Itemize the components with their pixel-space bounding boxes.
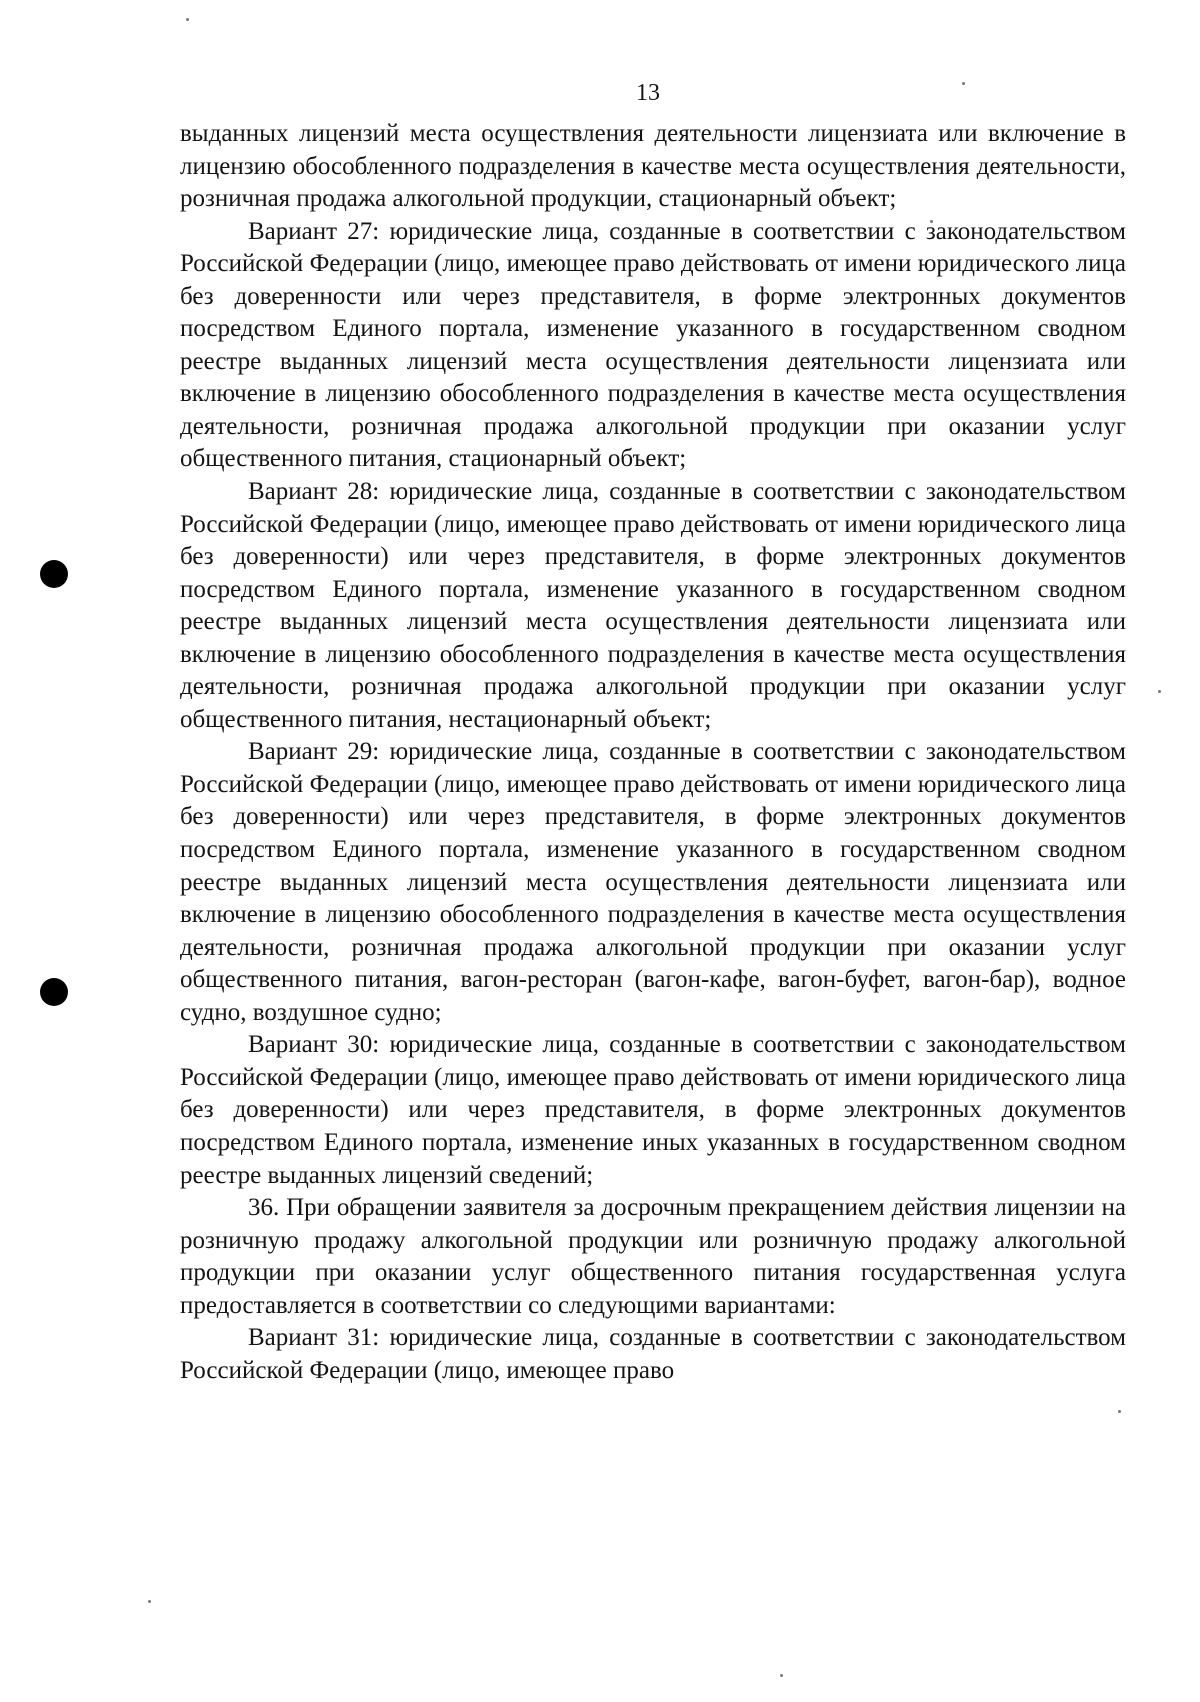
paragraph-variant-28: Вариант 28: юридические лица, созданные в соответствии с законодательством Российской Федерации (лицо, имеющее право действовать от имени юридического лица без доверенности) или через представителя, в форме электронных документов посредством Единого портала, изменение указанного в государственном сводном реестре выданных лицензий места осуществления деятельности лицензиата или включение в лицензию обособленного подразделения в качестве места осуществления деятельности, розничная продажа алкогольной продукции при оказании услуг общественного питания, нестационарный объект; — [180, 478, 1126, 733]
paragraph-variant-31: Вариант 31: юридические лица, созданные в соответствии с законодательством Российской Федерации (лицо, имеющее право — [180, 1324, 1126, 1384]
scan-speck — [962, 82, 965, 85]
scan-speck — [780, 1674, 783, 1677]
paragraph-continuation: выданных лицензий места осуществления деятельности лицензиата или включение в лицензию обособленного подразделения в качестве места осуществления деятельности, розничная продажа алкогольной продукции, стационарный объект; — [180, 120, 1126, 213]
scan-speck — [1158, 690, 1161, 693]
punch-hole-mark — [40, 978, 68, 1006]
document-body — [180, 118, 1126, 1387]
scan-speck — [148, 1600, 151, 1603]
paragraph-variant-30: Вариант 30: юридические лица, созданные в соответствии с законодательством Российской Федерации (лицо, имеющее право действовать от имени юридического лица без доверенности) или через представителя, в форме электронных документов посредством Единого портала, изменение иных указанных в государственном сводном реестре выданных лицензий сведений; — [180, 1031, 1126, 1189]
page-number: 13 — [636, 80, 660, 106]
paragraph-variant-29: Вариант 29: юридические лица, созданные в соответствии с законодательством Российской Федерации (лицо, имеющее право действовать от имени юридического лица без доверенности) или через представителя, в форме электронных документов посредством Единого портала, изменение указанного в государственном сводном реестре выданных лицензий места осуществления деятельности лицензиата или включение в лицензию обособленного подразделения в качестве места осуществления деятельности, розничная продажа алкогольной продукции при оказании услуг общественного питания, вагон-ресторан (вагон-кафе, вагон-буфет, вагон-бар), водное судно, воздушное судно; — [180, 738, 1126, 1026]
scan-speck — [1118, 1410, 1121, 1413]
punch-hole-mark — [40, 560, 68, 588]
paragraph-item-36: 36. При обращении заявителя за досрочным прекращением действия лицензии на розничную продажу алкогольной продукции или розничную продажу алкогольной продукции при оказании услуг общественного питания государственная услуга предоставляется в соответствии со следующими вариантами: — [180, 1194, 1126, 1319]
scan-speck — [186, 18, 189, 21]
paragraph-variant-27: Вариант 27: юридические лица, созданные в соответствии с законодательством Российской Федерации (лицо, имеющее право действовать от имени юридического лица без доверенности или через представителя, в форме электронных документов посредством Единого портала, изменение указанного в государственном сводном реестре выданных лицензий места осуществления деятельности лицензиата или включение в лицензию обособленного подразделения в качестве места осуществления деятельности, розничная продажа алкогольной продукции при оказании услуг общественного питания, стационарный объект; — [180, 217, 1126, 473]
